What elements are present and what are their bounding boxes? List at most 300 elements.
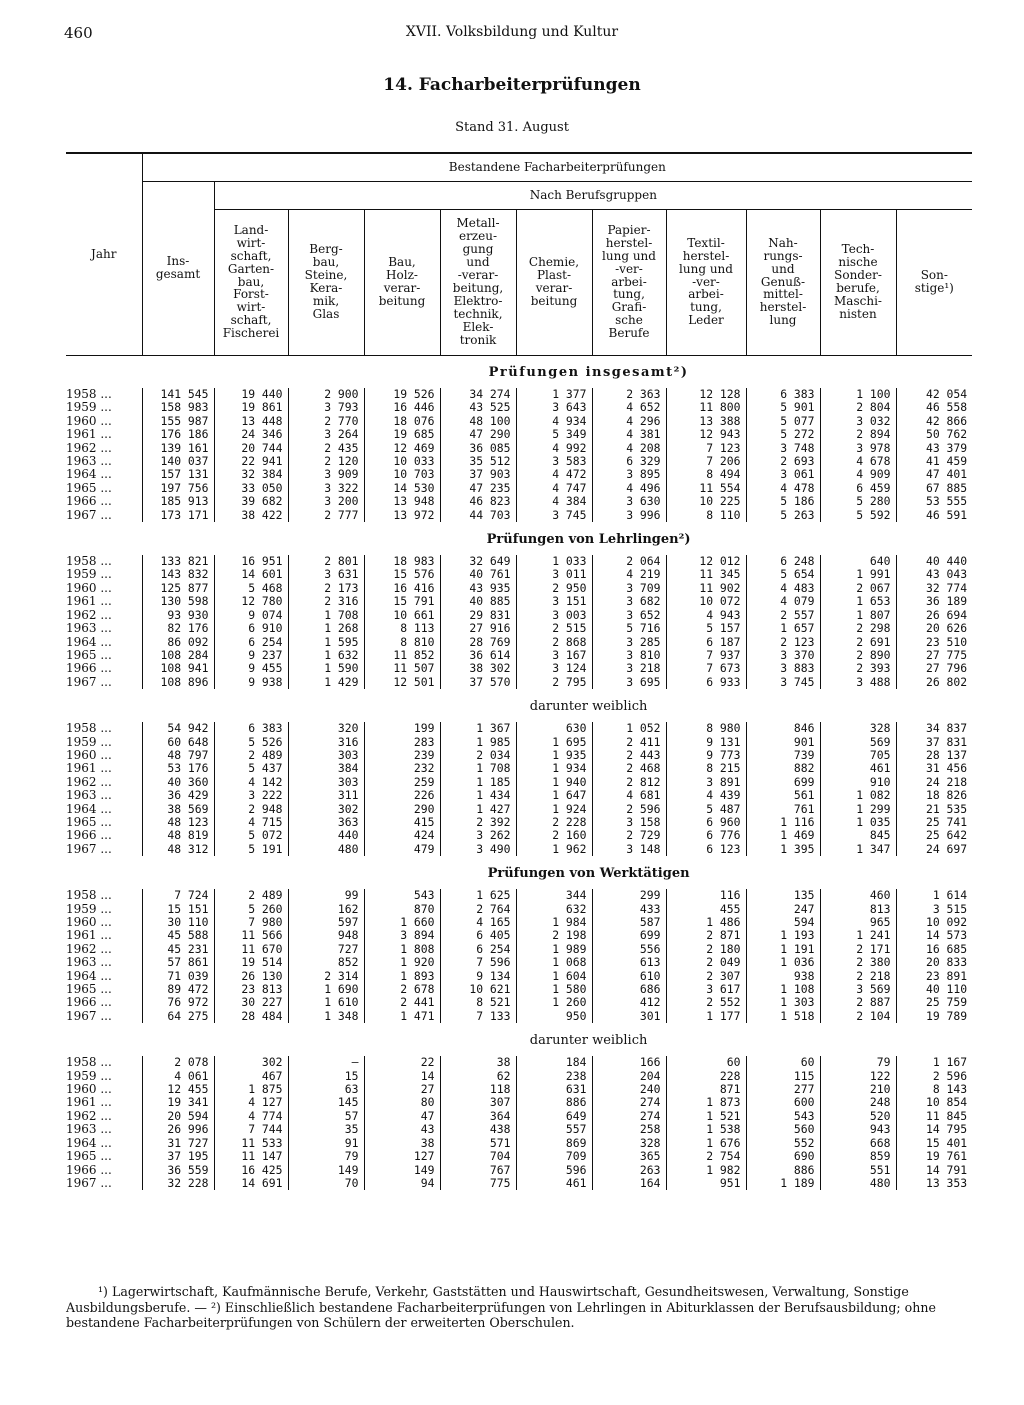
value-cell: 2 298 <box>820 622 896 635</box>
value-cell: 4 381 <box>592 428 666 441</box>
table-row <box>66 1056 972 1069</box>
value-cell: 11 147 <box>214 1150 288 1163</box>
value-cell: 3 061 <box>746 468 820 481</box>
value-cell: 2 691 <box>820 636 896 649</box>
value-cell: 25 759 <box>896 996 972 1009</box>
value-cell: 258 <box>592 1123 666 1136</box>
value-cell: 455 <box>666 903 746 916</box>
value-cell: 35 512 <box>440 455 516 468</box>
value-cell: 1 807 <box>820 609 896 622</box>
value-cell: 1 647 <box>516 789 592 802</box>
table-title: 14. Facharbeiterprüfungen <box>383 75 641 95</box>
value-cell: 40 885 <box>440 595 516 608</box>
value-cell: 46 558 <box>896 401 972 414</box>
value-cell: 1 177 <box>666 1010 746 1023</box>
value-cell: 11 670 <box>214 943 288 956</box>
value-cell: 47 401 <box>896 468 972 481</box>
value-cell: 27 796 <box>896 662 972 675</box>
value-cell: 30 227 <box>214 996 288 1009</box>
value-cell: 384 <box>288 762 364 775</box>
value-cell: 1 367 <box>440 722 516 735</box>
value-cell: 433 <box>592 903 666 916</box>
value-cell: 6 960 <box>666 816 746 829</box>
value-cell: 10 072 <box>666 595 746 608</box>
value-cell: 29 831 <box>440 609 516 622</box>
column-header-4: Metall- erzeu- gung und -verar- beitung, Elektro- technik, Elek- tronik <box>440 209 516 355</box>
table-row <box>66 803 972 816</box>
value-cell: 22 <box>364 1056 440 1069</box>
year-cell: 1961 ... <box>66 427 112 442</box>
value-cell: 11 852 <box>364 649 440 662</box>
value-cell: 2 120 <box>288 455 364 468</box>
value-cell: 1 469 <box>746 829 820 842</box>
value-cell: 2 307 <box>666 970 746 983</box>
value-cell: 1 935 <box>516 749 592 762</box>
year-cell: 1960 ... <box>66 413 112 428</box>
value-cell: 16 425 <box>214 1164 288 1177</box>
value-cell: 89 472 <box>142 983 214 996</box>
value-cell: 14 691 <box>214 1177 288 1190</box>
value-cell: 610 <box>592 970 666 983</box>
table-row <box>66 996 972 1009</box>
value-cell: 1 241 <box>820 929 896 942</box>
value-cell: 3 891 <box>666 776 746 789</box>
value-cell: 10 621 <box>440 983 516 996</box>
value-cell: 7 744 <box>214 1123 288 1136</box>
value-cell: 14 530 <box>364 482 440 495</box>
value-cell: 19 514 <box>214 956 288 969</box>
column-header-10: Son- stige¹) <box>896 209 972 355</box>
value-cell: 37 831 <box>896 736 972 749</box>
year-cell: 1963 ... <box>66 788 112 803</box>
value-cell: 859 <box>820 1150 896 1163</box>
value-cell: 239 <box>364 749 440 762</box>
value-cell: 1 934 <box>516 762 592 775</box>
value-cell: 1 920 <box>364 956 440 969</box>
value-cell: 415 <box>364 816 440 829</box>
table-row <box>66 582 972 595</box>
column-header-5: Chemie, Plast- verar- beitung <box>516 209 592 355</box>
value-cell: 22 941 <box>214 455 288 468</box>
value-cell: 12 943 <box>666 428 746 441</box>
value-cell: 557 <box>516 1123 592 1136</box>
value-cell: 1 052 <box>592 722 666 735</box>
year-cell: 1965 ... <box>66 814 112 829</box>
year-cell: 1959 ... <box>66 400 112 415</box>
value-cell: 9 773 <box>666 749 746 762</box>
table-row <box>66 662 972 675</box>
value-cell: 5 716 <box>592 622 666 635</box>
value-cell: 38 <box>440 1056 516 1069</box>
value-cell: 3 515 <box>896 903 972 916</box>
value-cell: 5 186 <box>746 495 820 508</box>
value-cell: 950 <box>516 1010 592 1023</box>
year-cell: 1966 ... <box>66 1162 112 1177</box>
statistics-table-wrapper <box>66 152 972 1190</box>
table-row <box>66 568 972 581</box>
value-cell: 42 866 <box>896 415 972 428</box>
value-cell: 2 552 <box>666 996 746 1009</box>
value-cell: 1 521 <box>666 1110 746 1123</box>
value-cell: 2 123 <box>746 636 820 649</box>
value-cell: 290 <box>364 803 440 816</box>
value-cell: 116 <box>666 889 746 902</box>
value-cell: 10 703 <box>364 468 440 481</box>
value-cell: 184 <box>516 1056 592 1069</box>
value-cell: 36 429 <box>142 789 214 802</box>
value-cell: 871 <box>666 1083 746 1096</box>
value-cell: 16 416 <box>364 582 440 595</box>
value-cell: 28 137 <box>896 749 972 762</box>
table-row <box>66 428 972 441</box>
table-row <box>66 749 972 762</box>
value-cell: 28 484 <box>214 1010 288 1023</box>
value-cell: 2 078 <box>142 1056 214 1069</box>
value-cell: 70 <box>288 1177 364 1190</box>
value-cell: 247 <box>746 903 820 916</box>
value-cell: 1 875 <box>214 1083 288 1096</box>
value-cell: 40 360 <box>142 776 214 789</box>
value-cell: 14 <box>364 1070 440 1083</box>
value-cell: 1 595 <box>288 636 364 649</box>
value-cell: 631 <box>516 1083 592 1096</box>
value-cell: 3 745 <box>746 676 820 689</box>
value-cell: 1 708 <box>440 762 516 775</box>
year-cell: 1959 ... <box>66 567 112 582</box>
year-cell: 1962 ... <box>66 1108 112 1123</box>
value-cell: 283 <box>364 736 440 749</box>
value-cell: 2 380 <box>820 956 896 969</box>
value-cell: 13 448 <box>214 415 288 428</box>
value-cell: 461 <box>516 1177 592 1190</box>
value-cell: 24 697 <box>896 843 972 856</box>
value-cell: 8 143 <box>896 1083 972 1096</box>
value-cell: 882 <box>746 762 820 775</box>
value-cell: 45 588 <box>142 929 214 942</box>
value-cell: 299 <box>592 889 666 902</box>
year-cell: 1964 ... <box>66 1135 112 1150</box>
value-cell: 3 895 <box>592 468 666 481</box>
value-cell: 176 186 <box>142 428 214 441</box>
table-row <box>66 983 972 996</box>
value-cell: 40 761 <box>440 568 516 581</box>
value-cell: 3 709 <box>592 582 666 595</box>
value-cell: 43 525 <box>440 401 516 414</box>
table-row <box>66 889 972 902</box>
year-cell: 1963 ... <box>66 454 112 469</box>
value-cell: 82 176 <box>142 622 214 635</box>
value-cell: 14 795 <box>896 1123 972 1136</box>
value-cell: 20 744 <box>214 442 288 455</box>
value-cell: 39 682 <box>214 495 288 508</box>
value-cell: 26 802 <box>896 676 972 689</box>
value-cell: 948 <box>288 929 364 942</box>
value-cell: 11 345 <box>666 568 746 581</box>
value-cell: 248 <box>820 1096 896 1109</box>
value-cell: 3 264 <box>288 428 364 441</box>
value-cell: 7 123 <box>666 442 746 455</box>
value-cell: 1 962 <box>516 843 592 856</box>
value-cell: 130 598 <box>142 595 214 608</box>
value-cell: 668 <box>820 1137 896 1150</box>
value-cell: 158 983 <box>142 401 214 414</box>
value-cell: 480 <box>288 843 364 856</box>
column-header-8: Nah- rungs- und Genuß- mittel- herstel- lung <box>746 209 820 355</box>
value-cell: 3 682 <box>592 595 666 608</box>
value-cell: 951 <box>666 1177 746 1190</box>
value-cell: 1 893 <box>364 970 440 983</box>
value-cell: 1 695 <box>516 736 592 749</box>
value-cell: 11 902 <box>666 582 746 595</box>
value-cell: 640 <box>820 555 896 568</box>
value-cell: 3 883 <box>746 662 820 675</box>
value-cell: 11 800 <box>666 401 746 414</box>
value-cell: 2 515 <box>516 622 592 635</box>
value-cell: 38 569 <box>142 803 214 816</box>
value-cell: 31 456 <box>896 762 972 775</box>
value-cell: 5 526 <box>214 736 288 749</box>
value-cell: 133 821 <box>142 555 214 568</box>
value-cell: 27 <box>364 1083 440 1096</box>
value-cell: 162 <box>288 903 364 916</box>
value-cell: 71 039 <box>142 970 214 983</box>
value-cell: 761 <box>746 803 820 816</box>
value-cell: 48 100 <box>440 415 516 428</box>
value-cell: 3 011 <box>516 568 592 581</box>
value-cell: 6 405 <box>440 929 516 942</box>
value-cell: 18 983 <box>364 555 440 568</box>
value-cell: 99 <box>288 889 364 902</box>
value-cell: 63 <box>288 1083 364 1096</box>
value-cell: 274 <box>592 1110 666 1123</box>
year-cell: 1967 ... <box>66 507 112 522</box>
value-cell: 910 <box>820 776 896 789</box>
value-cell: 543 <box>364 889 440 902</box>
year-cell: 1967 ... <box>66 674 112 689</box>
year-cell: 1959 ... <box>66 901 112 916</box>
value-cell: 1 260 <box>516 996 592 1009</box>
value-cell: 10 225 <box>666 495 746 508</box>
value-cell: 12 128 <box>666 388 746 401</box>
value-cell: 46 591 <box>896 509 972 522</box>
value-cell: 2 160 <box>516 829 592 842</box>
value-cell: 38 <box>364 1137 440 1150</box>
value-cell: 1 924 <box>516 803 592 816</box>
year-cell: 1960 ... <box>66 747 112 762</box>
column-header-7: Textil- herstel- lung und -ver- arbei- tung, Leder <box>666 209 746 355</box>
value-cell: 43 379 <box>896 442 972 455</box>
value-cell: 164 <box>592 1177 666 1190</box>
value-cell: 813 <box>820 903 896 916</box>
value-cell: 18 076 <box>364 415 440 428</box>
value-cell: 6 933 <box>666 676 746 689</box>
value-cell: 4 478 <box>746 482 820 495</box>
value-cell: 79 <box>820 1056 896 1069</box>
table-row <box>66 722 972 735</box>
value-cell: 4 496 <box>592 482 666 495</box>
value-cell: 6 383 <box>214 722 288 735</box>
value-cell: 1 035 <box>820 816 896 829</box>
value-cell: 57 <box>288 1110 364 1123</box>
value-cell: 1 185 <box>440 776 516 789</box>
table-row <box>66 609 972 622</box>
table-row <box>66 970 972 983</box>
value-cell: 76 972 <box>142 996 214 1009</box>
value-cell: 23 813 <box>214 983 288 996</box>
section-row <box>66 689 972 722</box>
table-row <box>66 736 972 749</box>
value-cell: 43 043 <box>896 568 972 581</box>
value-cell: 705 <box>820 749 896 762</box>
table-row <box>66 843 972 856</box>
value-cell: 2 804 <box>820 401 896 414</box>
value-cell: 15 791 <box>364 595 440 608</box>
table-row <box>66 1096 972 1109</box>
value-cell: 4 208 <box>592 442 666 455</box>
value-cell: 307 <box>440 1096 516 1109</box>
year-cell: 1960 ... <box>66 580 112 595</box>
value-cell: 11 507 <box>364 662 440 675</box>
value-cell: 2 314 <box>288 970 364 983</box>
value-cell: 2 948 <box>214 803 288 816</box>
value-cell: 543 <box>746 1110 820 1123</box>
value-cell: 4 943 <box>666 609 746 622</box>
table-header <box>66 153 972 355</box>
section-row <box>66 355 972 388</box>
value-cell: 48 819 <box>142 829 214 842</box>
value-cell: 301 <box>592 1010 666 1023</box>
value-cell: 15 401 <box>896 1137 972 1150</box>
value-cell: 40 440 <box>896 555 972 568</box>
value-cell: 25 642 <box>896 829 972 842</box>
value-cell: 6 776 <box>666 829 746 842</box>
value-cell: 2 770 <box>288 415 364 428</box>
value-cell: 3 894 <box>364 929 440 942</box>
table-row <box>66 916 972 929</box>
value-cell: 9 134 <box>440 970 516 983</box>
value-cell: 26 694 <box>896 609 972 622</box>
value-cell: 1 303 <box>746 996 820 1009</box>
value-cell: 94 <box>364 1177 440 1190</box>
value-cell: 1 429 <box>288 676 364 689</box>
table-row <box>66 903 972 916</box>
value-cell: 3 032 <box>820 415 896 428</box>
value-cell: 67 885 <box>896 482 972 495</box>
value-cell: 11 554 <box>666 482 746 495</box>
year-cell: 1960 ... <box>66 915 112 929</box>
value-cell: 2 801 <box>288 555 364 568</box>
value-cell: 1 873 <box>666 1096 746 1109</box>
value-cell: 4 992 <box>516 442 592 455</box>
value-cell: 316 <box>288 736 364 749</box>
value-cell: 1 991 <box>820 568 896 581</box>
value-cell: 4 219 <box>592 568 666 581</box>
value-cell: 2 198 <box>516 929 592 942</box>
value-cell: 1 985 <box>440 736 516 749</box>
value-cell: 2 868 <box>516 636 592 649</box>
value-cell: 36 189 <box>896 595 972 608</box>
value-cell: 12 012 <box>666 555 746 568</box>
value-cell: 363 <box>288 816 364 829</box>
value-cell: 3 695 <box>592 676 666 689</box>
value-cell: 2 489 <box>214 749 288 762</box>
year-cell: 1959 ... <box>66 1068 112 1083</box>
value-cell: 24 346 <box>214 428 288 441</box>
value-cell: 630 <box>516 722 592 735</box>
value-cell: 53 176 <box>142 762 214 775</box>
value-cell: 320 <box>288 722 364 735</box>
value-cell: 19 861 <box>214 401 288 414</box>
value-cell: 34 274 <box>440 388 516 401</box>
value-cell: 10 092 <box>896 916 972 929</box>
value-cell: 11 845 <box>896 1110 972 1123</box>
value-cell: 41 459 <box>896 455 972 468</box>
value-cell: 43 935 <box>440 582 516 595</box>
value-cell: 1 268 <box>288 622 364 635</box>
value-cell: 775 <box>440 1177 516 1190</box>
column-header-2: Berg- bau, Steine, Kera- mik, Glas <box>288 209 364 355</box>
value-cell: 1 989 <box>516 943 592 956</box>
value-cell: 1 116 <box>746 816 820 829</box>
value-cell: 13 972 <box>364 509 440 522</box>
value-cell: 4 439 <box>666 789 746 802</box>
value-cell: 364 <box>440 1110 516 1123</box>
value-cell: 36 614 <box>440 649 516 662</box>
value-cell: 204 <box>592 1070 666 1083</box>
section-row <box>66 1023 972 1056</box>
value-cell: 8 113 <box>364 622 440 635</box>
value-cell: 594 <box>746 916 820 929</box>
year-cell: 1966 ... <box>66 494 112 509</box>
value-cell: 5 468 <box>214 582 288 595</box>
section-heading: Prüfungen von Lehrlingen²) <box>486 532 691 548</box>
table-row <box>66 1083 972 1096</box>
value-cell: 47 <box>364 1110 440 1123</box>
value-cell: 149 <box>288 1164 364 1177</box>
table-row <box>66 943 972 956</box>
value-cell: 1 708 <box>288 609 364 622</box>
year-cell: 1962 ... <box>66 941 112 956</box>
value-cell: 8 980 <box>666 722 746 735</box>
value-cell: 1 632 <box>288 649 364 662</box>
value-cell: 1 580 <box>516 983 592 996</box>
section-row <box>66 522 972 555</box>
value-cell: 3 488 <box>820 676 896 689</box>
value-cell: 2 049 <box>666 956 746 969</box>
value-cell: 1 108 <box>746 983 820 996</box>
value-cell: 587 <box>592 916 666 929</box>
value-cell: 34 837 <box>896 722 972 735</box>
table-row <box>66 555 972 568</box>
table-row <box>66 509 972 522</box>
value-cell: 5 349 <box>516 428 592 441</box>
value-cell: 3 222 <box>214 789 288 802</box>
value-cell: 16 685 <box>896 943 972 956</box>
value-cell: 3 158 <box>592 816 666 829</box>
year-cell: 1962 ... <box>66 774 112 789</box>
value-cell: 26 996 <box>142 1123 214 1136</box>
value-cell: 4 715 <box>214 816 288 829</box>
value-cell: 139 161 <box>142 442 214 455</box>
value-cell: 54 942 <box>142 722 214 735</box>
value-cell: 1 167 <box>896 1056 972 1069</box>
value-cell: 15 <box>288 1070 364 1083</box>
value-cell: 571 <box>440 1137 516 1150</box>
value-cell: — <box>288 1056 364 1069</box>
value-cell: 210 <box>820 1083 896 1096</box>
value-cell: 8 215 <box>666 762 746 775</box>
value-cell: 4 483 <box>746 582 820 595</box>
